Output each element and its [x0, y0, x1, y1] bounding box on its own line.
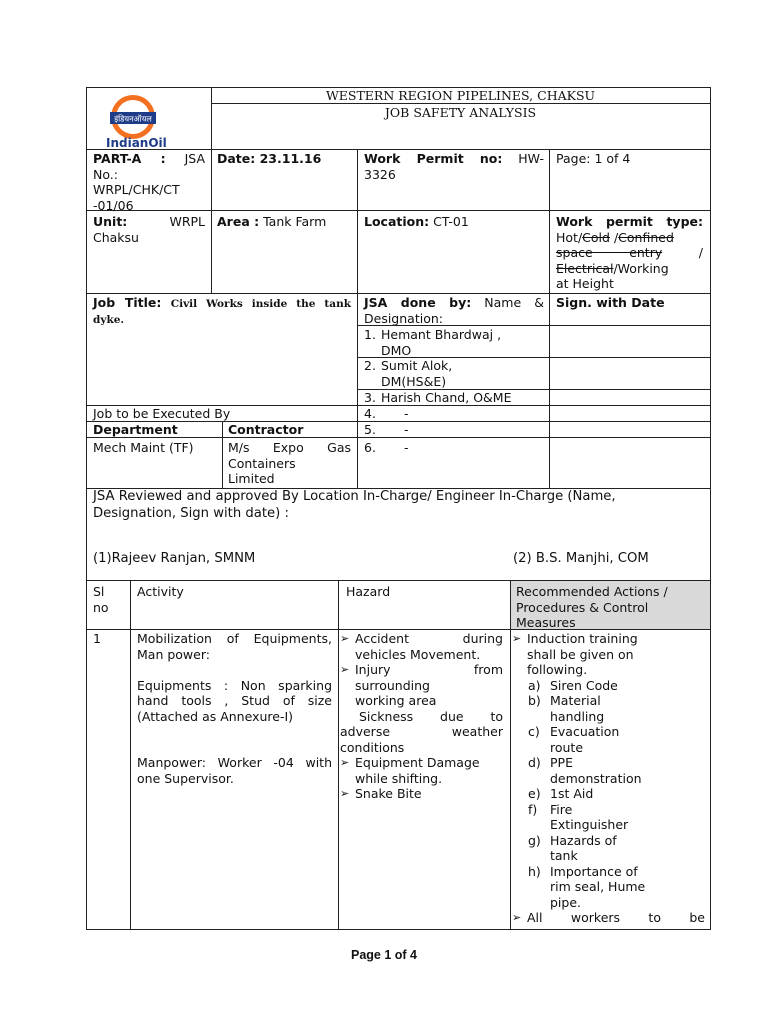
contractor-value: M/s Expo Gas Containers Limited: [228, 440, 351, 486]
approver-1: (1)Rajeev Ranjan, SMNM: [93, 551, 256, 566]
date-field: Date: 23.11.16: [217, 151, 322, 166]
row-hazards: [340, 631, 503, 802]
col-hazard: Hazard: [346, 584, 391, 599]
action-intro: ➢ Induction training shall be given on following.: [512, 631, 705, 678]
department-value: Mech Maint (TF): [93, 440, 194, 455]
jsa-done-by: JSA done by: Name & Designation:: [364, 295, 544, 326]
org-name: WESTERN REGION PIPELINES, CHAKSU: [325, 88, 596, 103]
page-footer: Page 1 of 4: [351, 948, 417, 962]
job-title: Job Title: Civil Works inside the tank dyke.: [93, 295, 351, 326]
hazard-item: ➢ Accident during vehicles Movement.: [340, 631, 503, 662]
department-header: Department: [93, 422, 178, 437]
action-item: e) 1st Aid: [528, 786, 594, 801]
row-actions: [512, 631, 705, 926]
col-sl-no: Sl no: [93, 584, 109, 615]
part-a-cell: PART-A : JSA No.: WRPL/CHK/CT -01/06: [93, 151, 205, 213]
unit-field: Unit: WRPL Chaksu: [93, 214, 205, 245]
contractor-header: Contractor: [228, 422, 304, 437]
work-permit-no: Work Permit no: HW- 3326: [364, 151, 544, 182]
action-last: ➢ All workers to be: [512, 910, 705, 926]
work-permit-type: Work permit type: Hot/Cold /Confined space entry / Electrical/Working at Height: [556, 214, 703, 291]
approver-2: (2) B.S. Manjhi, COM: [513, 551, 649, 566]
row-activity: Mobilization of Equipments, Man power: Equipments : Non sparking hand tools , Stud of size (Attached as Annexure-I) Manpower: Worker -04 with one Supervisor.: [137, 631, 332, 786]
area-field: Area : Tank Farm: [217, 214, 327, 229]
action-item: c) Evacuation route: [528, 724, 620, 755]
col-activity: Activity: [137, 584, 184, 599]
svg-text:इंडियनऑयल: इंडियनऑयल: [114, 114, 152, 124]
sign-with-date: Sign. with Date: [556, 295, 665, 310]
location-field: Location: CT-01: [364, 214, 469, 229]
review-text: JSA Reviewed and approved By Location In-Charge/ Engineer In-Charge (Name, Designation, Sign with date) :: [93, 489, 616, 521]
action-item: h) Importance of rim seal, Hume pipe.: [528, 863, 646, 910]
hazard-item: ➢ Injury from surrounding working area: [340, 662, 503, 709]
executed-by-label: Job to be Executed By: [93, 406, 231, 421]
action-item: a) Siren Code: [528, 677, 618, 693]
doc-title: JOB SAFETY ANALYSIS: [384, 105, 537, 120]
action-item: g) Hazards of tank: [528, 832, 617, 863]
hazard-item: ➢ Equipment Damage while shifting.: [340, 755, 503, 786]
hazard-item: ➢ Snake Bite: [340, 786, 503, 802]
page-field: Page: 1 of 4: [556, 151, 631, 166]
action-item: d) PPE demonstration: [528, 755, 642, 786]
hazard-item: ➢ Sickness due to adverse weather conditions: [340, 709, 503, 756]
action-item: b) Material handling: [528, 693, 605, 724]
action-item: f) Fire Extinguisher: [528, 801, 629, 832]
row-sl: 1: [93, 631, 101, 646]
logo-text: IndianOil: [106, 136, 167, 150]
col-actions: Recommended Actions / Procedures & Control Measures: [516, 584, 668, 630]
